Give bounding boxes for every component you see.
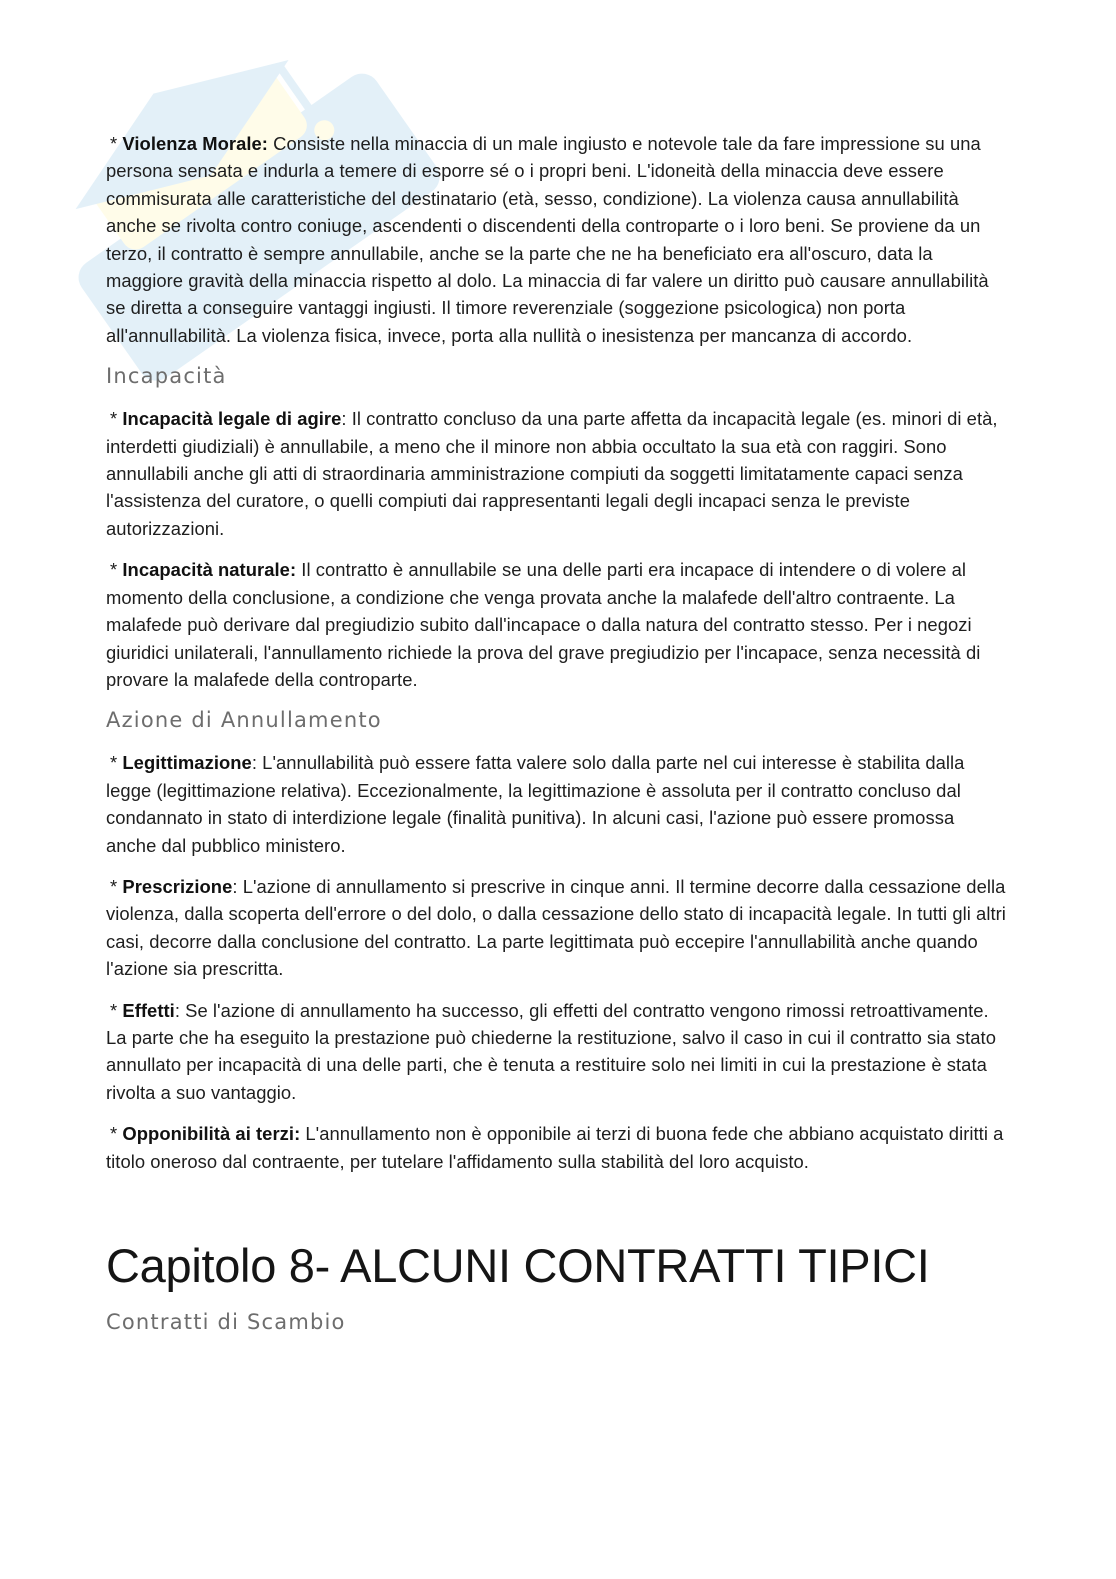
paragraph-prescrizione: [106, 873, 1006, 983]
text-legittimazione: : L'annullabilità può essere fatta valere solo dalla parte nel cui interesse è stabilita dalla legge (legittimazione relativa). Eccezionalmente, la legittimazione è assoluta per il contratto concluso dal condannato in stato di interdizione legale (finalità punitiva). In alcuni casi, l'azione può essere promossa anche dal pubblico ministero.: [106, 752, 965, 856]
paragraph-violenza-morale: [106, 130, 1006, 349]
text-prescrizione: : L'azione di annullamento si prescrive in cinque anni. Il termine decorre dalla cessazione della violenza, dalla scoperta dell'errore o del dolo, o dalla cessazione dello stato di incapacità legale. In tutti gli altri casi, decorre dalla conclusione del contratto. La parte legittimata può eccepire l'annullabilità anche quando l'azione sia prescritta.: [106, 875, 1006, 980]
bullet-marker: *: [110, 875, 118, 897]
bullet-marker: *: [110, 999, 118, 1021]
section-heading-incapacita: Incapacità: [106, 364, 227, 389]
term-opponibilita: Opponibilità ai terzi:: [122, 1123, 301, 1145]
term-incapacita-naturale: Incapacità naturale:: [122, 559, 297, 581]
bullet-marker: *: [110, 1123, 118, 1145]
paragraph-legittimazione: [106, 749, 1006, 859]
text-effetti: : Se l'azione di annullamento ha successo, gli effetti del contratto vengono rimossi retroattivamente. La parte che ha eseguito la prestazione può chiederne la restituzione, salvo il caso in cui il contratto sia stato annullato per incapacità di una delle parti, che è tenuta a restituire solo nei limiti in cui la prestazione è stata rivolta a suo vantaggio.: [106, 999, 996, 1103]
paragraph-opponibilita: [106, 1120, 1006, 1175]
paragraph-effetti: [106, 997, 1006, 1107]
bullet-marker: *: [110, 559, 118, 581]
bullet-marker: *: [110, 133, 118, 154]
term-violenza-morale: Violenza Morale:: [122, 133, 268, 154]
bullet-marker: *: [110, 408, 118, 430]
chapter-subtitle: Contratti di Scambio: [106, 1310, 346, 1334]
text-incapacita-naturale: Il contratto è annullabile se una delle parti era incapace di intendere o di volere al momento della conclusione, a condizione che venga provata anche la malafede dell'altro contraente. La malafede può derivare dal pregiudizio subito dall'incapace o dalla natura del contratto stesso. Per i negozi giuridici unilaterali, l'annullamento richiede la prova del grave pregiudizio per l'incapace, senza necessità di provare la malafede della controparte.: [106, 559, 981, 690]
chapter-title: Capitolo 8- ALCUNI CONTRATTI TIPICI: [106, 1239, 930, 1292]
paragraph-incapacita-legale: [106, 405, 1006, 542]
text-opponibilita: L'annullamento non è opponibile ai terzi di buona fede che abbiano acquistato diritti a titolo oneroso dal contraente, per tutelare l'affidamento sulla stabilità del loro acquisto.: [106, 1123, 1004, 1172]
term-legittimazione: Legittimazione: [122, 752, 252, 774]
text-violenza-morale: Consiste nella minaccia di un male ingiusto e notevole tale da fare impressione su una persona sensata e indurla a temere di esporre sé o i propri beni. L'idoneità della minaccia deve essere commisurata alle caratteristiche del destinatario (età, sesso, condizione). La violenza causa annullabilità anche se rivolta contro coniuge, ascendenti o discendenti della controparte o i loro beni. Se proviene da un terzo, il contratto è sempre annullabile, anche se la parte che ne ha beneficiato era all'oscuro, data la maggiore gravità della minaccia rispetto al dolo. La minaccia di far valere un diritto può causare annullabilità se diretta a conseguire vantaggi ingiusti. Il timore reverenziale (soggezione psicologica) non porta all'annullabilità. La violenza fisica, invece, porta alla nullità o inesistenza per mancanza di accordo.: [106, 133, 989, 346]
bullet-marker: *: [110, 752, 118, 774]
section-heading-azione-annullamento: Azione di Annullamento: [106, 708, 382, 733]
term-incapacita-legale: Incapacità legale di agire: [122, 408, 342, 430]
paragraph-incapacita-naturale: [106, 556, 1006, 693]
text-incapacita-legale: : Il contratto concluso da una parte affetta da incapacità legale (es. minori di età, interdetti giudiziali) è annullabile, a meno che il minore non abbia occultato la sua età con raggiri. Sono annullabili anche gli atti di straordinaria amministrazione compiuti da soggetti limitatamente capaci senza l'assistenza del curatore, o quelli compiuti dai rappresentanti legali degli incapaci senza le previste autorizzazioni.: [106, 408, 998, 539]
term-prescrizione: Prescrizione: [122, 875, 233, 897]
document-body: [106, 130, 1006, 1335]
term-effetti: Effetti: [122, 999, 175, 1021]
